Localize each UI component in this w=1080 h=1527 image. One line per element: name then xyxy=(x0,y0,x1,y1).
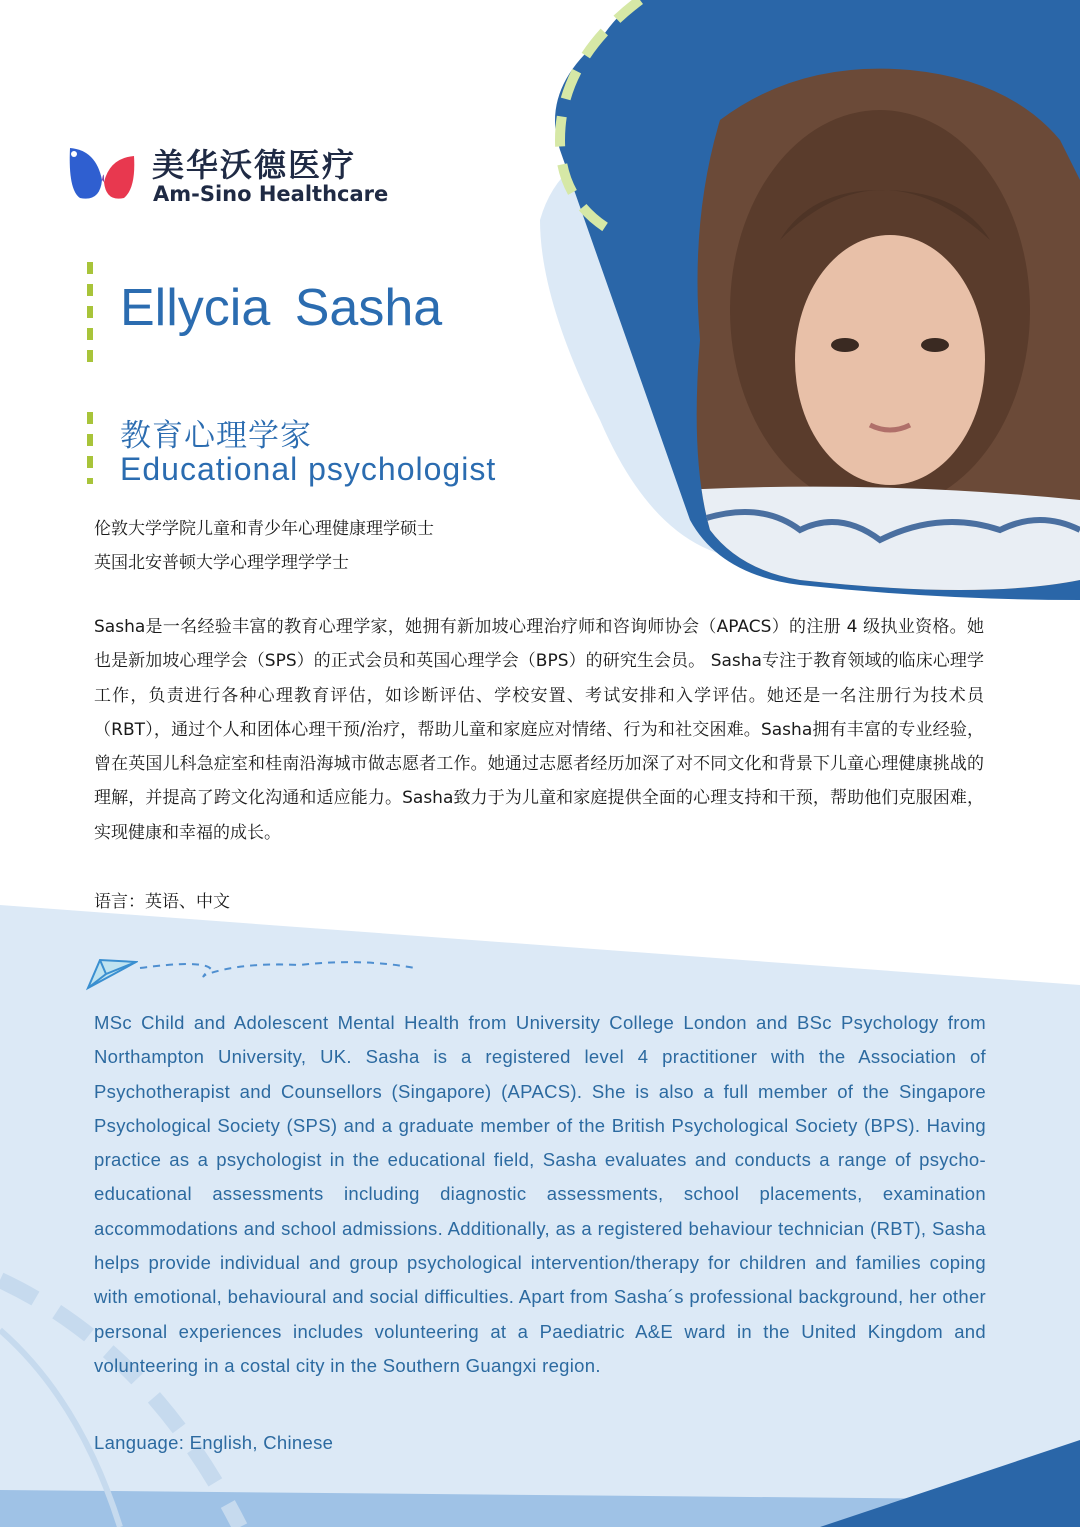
logo-chinese-text: 美华沃德医疗 xyxy=(152,146,357,184)
butterfly-logo-icon xyxy=(66,140,138,204)
logo-english-text: Am-Sino Healthcare xyxy=(153,182,389,206)
person-name: Ellycia Sasha xyxy=(120,279,443,337)
degree-item: 英国北安普顿大学心理学理学学士 xyxy=(94,553,349,573)
bio-chinese: Sasha是一名经验丰富的教育心理学家，她拥有新加坡心理治疗师和咨询师协会（APACS）的注册 4 级执业资格。她也是新加坡心理学会（SPS）的正式会员和英国心理学会（BPS）的研究生会员。 Sasha专注于教育领域的临床心理学工作，负责进行各种心理教育评估，如诊断评估、学校安置、考试安排和入学评估。她还是一名注册行为技术员（RBT），通过个人和团体心理干预/治疗，帮助儿童和家庭应对情绪、行为和社交困难。Sasha拥有丰富的专业经验，曾在英国儿科急症室和桂南沿海城市做志愿者工作。她通过志愿者经历加深了对不同文化和背景下儿童心理健康挑战的理解，并提高了跨文化沟通和适应能力。Sasha致力于为儿童和家庭提供全面的心理支持和干预，帮助他们克服困难，实现健康和幸福的成长。 xyxy=(94,617,984,843)
paper-plane-icon xyxy=(86,950,138,992)
job-title-english: Educational psychologist xyxy=(120,451,497,487)
portrait-photo xyxy=(680,60,1080,590)
language-english: Language: English, Chinese xyxy=(94,1432,334,1453)
language-chinese: 语言：英语、中文 xyxy=(94,892,230,912)
degrees-list xyxy=(94,512,434,580)
bio-english: MSc Child and Adolescent Mental Health from University College London and BSc Psychology from Northampton University, UK. Sasha is a registered level 4 practitioner with the Association of Psychotherapist and Counsellors (Singapore) (APACS). She is also a full member of the Singapore Psychological Society (SPS) and a graduate member of the British Psychological Society (BPS). Having practice as a psychologist in the educational field, Sasha evaluates and conducts a range of psycho-educational assessments including diagnostic assessments, school placements, examination accommodations and school admissions. Additionally, as a registered behaviour technician (RBT), Sasha helps provide individual and group psychological intervention/therapy for children and families coping with emotional, behavioural and social difficulties. Apart from Sasha´s professional background, her other personal experiences includes volunteering at a Paediatric A&E ward in the United Kingdom and volunteering in a costal city in the Southern Guangxi region. xyxy=(94,1012,986,1376)
degree-item: 伦敦大学学院儿童和青少年心理健康理学硕士 xyxy=(94,519,434,539)
job-title-chinese: 教育心理学家 xyxy=(120,418,312,454)
